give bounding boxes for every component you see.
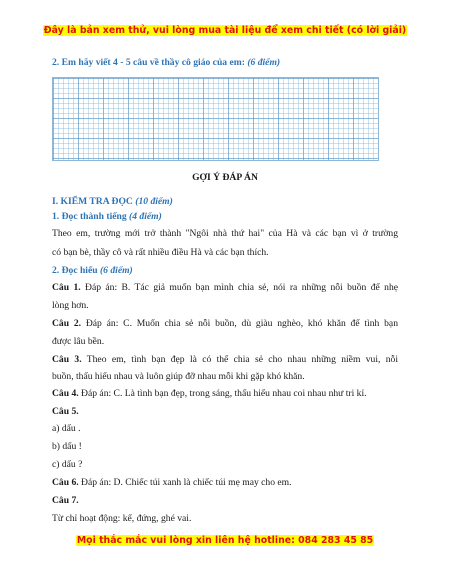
cau-3-label: Câu 3.: [52, 354, 82, 365]
cau-3-text: Theo em, tình bạn đẹp là có thể chia sẻ cho nhau những niềm vui, nỗi: [81, 354, 399, 365]
cau-1-label: Câu 1.: [52, 282, 81, 293]
cau-5-option-a: a) dấu .: [52, 423, 81, 434]
cau-2-line-2: được lâu bền.: [52, 336, 105, 347]
preview-notice-text: Đây là bản xem thử, vui lòng mua tài liệu để xem chi tiết (có lời giải): [43, 25, 407, 36]
cau-6-line: [52, 476, 398, 489]
cau-5-label: Câu 5.: [52, 406, 79, 417]
question-2-title: 2. Em hãy viết 4 - 5 câu về thầy cô giáo của em:: [52, 57, 245, 68]
cau-4-label: Câu 4.: [52, 388, 79, 399]
writing-grid: [52, 77, 379, 161]
answer-key-title: GỢI Ý ĐÁP ÁN: [192, 172, 258, 183]
section-1-points: (10 điểm): [135, 196, 173, 207]
cau-1-text: Đáp án: B. Tác giả muốn bạn mình chia sẻ, nói ra những nỗi buồn để nhẹ: [80, 282, 398, 293]
cau-5-option-c: c) dấu ?: [52, 459, 83, 470]
part-2-heading: [52, 264, 398, 277]
cau-6-label: Câu 6.: [52, 477, 79, 488]
cau-1-line-1: [52, 281, 398, 294]
part-1-points: (4 điểm): [129, 211, 162, 222]
section-1-title: I. KIỂM TRA ĐỌC: [52, 196, 133, 207]
cau-3-line-1: [52, 353, 398, 366]
hotline-banner: [0, 535, 450, 546]
cau-1-line-2: lòng hơn.: [52, 300, 89, 311]
part-1-title: 1. Đọc thành tiếng: [52, 211, 127, 222]
preview-notice-banner: [0, 25, 450, 36]
cau-3-line-2: buồn, thấu hiểu nhau và luôn giúp đỡ nhau mỗi khi gặp khó khăn.: [52, 371, 305, 382]
cau-2-text: Đáp án: C. Muốn chia sẻ nỗi buồn, dù giàu nghèo, khó khăn để tình bạn: [81, 318, 398, 329]
cau-4-text: Đáp án: C. Là tình bạn đẹp, trong sáng, thấu hiểu nhau coi nhau như tri kỉ.: [78, 388, 367, 399]
cau-7-label: Câu 7.: [52, 495, 79, 506]
cau-4-line: [52, 387, 398, 400]
part-1-line-1: Theo em, trường mới trở thành "Ngôi nhà thứ hai" của Hà và các bạn vì ở trường: [52, 228, 398, 239]
part-1-heading: [52, 210, 398, 223]
part-2-title: 2. Đọc hiểu: [52, 265, 98, 276]
section-1-heading: [52, 195, 398, 208]
cau-6-text: Đáp án: D. Chiếc túi xanh là chiếc túi mẹ may cho em.: [78, 477, 292, 488]
question-2-heading: [52, 56, 398, 69]
cau-2-label: Câu 2.: [52, 318, 82, 329]
hotline-text: Mọi thắc mắc vui lòng xin liên hệ hotline: 084 283 45 85: [76, 535, 374, 546]
cau-5-option-b: b) dấu !: [52, 441, 82, 452]
cau-2-line-1: [52, 317, 398, 330]
part-2-points: (6 điểm): [99, 265, 133, 276]
cau-7-text: Từ chỉ hoạt động: kể, đứng, ghé vai.: [52, 513, 192, 524]
part-1-line-2: có bạn bè, thầy cô và rất nhiều điều Hà và các bạn thích.: [52, 247, 269, 258]
question-2-points: (6 điểm): [247, 57, 281, 68]
